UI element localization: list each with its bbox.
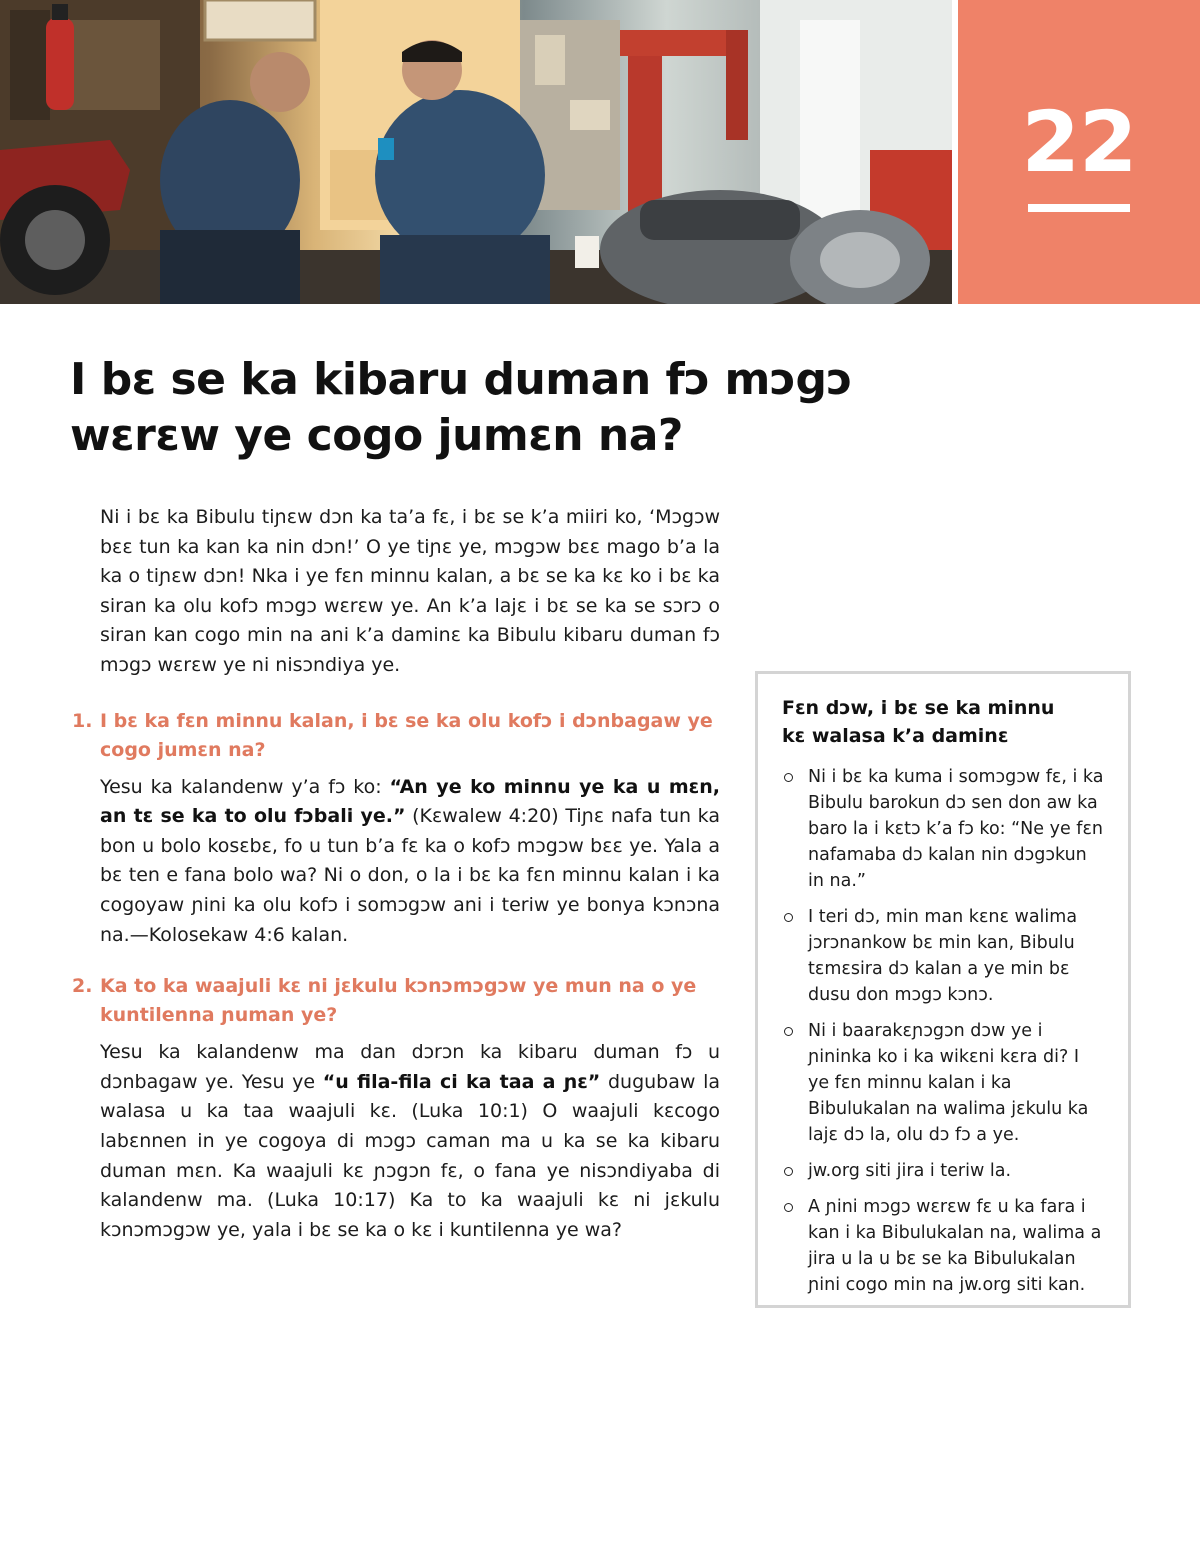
tips-box bbox=[755, 671, 1131, 1308]
tips-item-text: Ni i bɛ ka kuma i somɔgɔw fɛ, i ka Bibulu barokun dɔ sen don aw ka baro la i kɛtɔ k’a fɔ ko: “Ne ye fɛn nafamaba dɔ kalan nin dɔgɔkun in na.” bbox=[808, 767, 1104, 891]
intro-paragraph: Ni i bɛ ka Bibulu tiɲɛw dɔn ka ta’a fɛ, i bɛ se k’a miiri ko, ‘Mɔgɔw bɛɛ tun ka kan ka nin dɔn!’ O ye tiɲɛ ye, mɔgɔw bɛɛ mago b’a la ka o tiɲɛw dɔn! Nka i ye fɛn minnu kalan, a bɛ se ka kɛ ko i bɛ ka siran ka olu kofɔ mɔgɔ wɛrɛw ye. An k’a lajɛ i bɛ se ka se sɔrɔ o siran kan cogo min na ani k’a daminɛ ka Bibulu kibaru duman fɔ mɔgɔ wɛrɛw ye ni nisɔndiya ye. bbox=[100, 506, 720, 676]
circle-bullet-icon bbox=[784, 1203, 793, 1212]
garage-scene-illustration bbox=[0, 0, 952, 304]
answer-2 bbox=[100, 1038, 720, 1245]
tips-heading-line-1: Fɛn dɔw, i bɛ se ka minnu bbox=[782, 697, 1055, 719]
tips-item-text: jw.org siti jira i teriw la. bbox=[808, 1161, 1012, 1181]
chapter-underline bbox=[1028, 204, 1130, 212]
answer-1 bbox=[100, 773, 720, 951]
circle-bullet-icon bbox=[784, 773, 793, 782]
question-1-number: 1. bbox=[72, 709, 93, 732]
tips-item-text: I teri dɔ, min man kɛnɛ walima jɔrɔnankow bɛ min kan, Bibulu tɛmɛsira dɔ kalan a ye min bɛ dusu don mɔgɔ kɔnɔ. bbox=[808, 907, 1078, 1005]
tips-box-heading bbox=[782, 694, 1104, 750]
answer-1-text-a: Yesu ka kalandenw y’a fɔ ko: bbox=[100, 775, 390, 798]
tips-item-text: A ɲini mɔgɔ wɛrɛw fɛ u ka fara i kan i ka Bibulukalan na, walima a jira u la u bɛ se ka Bibulukalan ɲini cogo min na jw.org siti kan. bbox=[808, 1197, 1102, 1295]
answer-2-text-b: dugubaw la walasa u ka taa waajuli kɛ. (Luka 10:1) O waajuli kɛcogo labɛnnen in ye cogoya di mɔgɔ caman ma u ka se ka kibaru duman mɛn. Ka waajuli kɛ ɲɔgɔn fɛ, o fana ye nisɔndiyaba di kalandenw ma. (Luka 10:17) Ka to ka waajuli kɛ ni jɛkulu kɔnɔmɔgɔw ye, yala i bɛ se ka o kɛ i kuntilenna ye wa? bbox=[100, 1070, 721, 1241]
question-2 bbox=[72, 972, 720, 1030]
question-2-text: Ka to ka waajuli kɛ ni jɛkulu kɔnɔmɔgɔw ye mun na o ye kuntilenna ɲuman ye? bbox=[100, 975, 697, 1027]
circle-bullet-icon bbox=[784, 1027, 793, 1036]
tips-list-item bbox=[782, 1018, 1104, 1148]
tips-list bbox=[782, 764, 1104, 1298]
tips-list-item bbox=[782, 1194, 1104, 1298]
tips-list-item bbox=[782, 1158, 1104, 1184]
question-1 bbox=[72, 707, 720, 765]
header-photo bbox=[0, 0, 952, 304]
circle-bullet-icon bbox=[784, 1167, 793, 1176]
question-1-text: I bɛ ka fɛn minnu kalan, i bɛ se ka olu kofɔ i dɔnbagaw ye cogo jumɛn na? bbox=[100, 709, 713, 761]
tips-list-item bbox=[782, 764, 1104, 894]
answer-1-text-b: (Kɛwalew 4:20) Tiɲɛ nafa tun ka bon u bolo kosɛbɛ, fo u tun b’a fɛ ka o kofɔ mɔgɔw bɛɛ ye. Yala a bɛ ten e fana bolo wa? Ni o don, o la i bɛ ka fɛn minnu kalan i ka cogoyaw ɲini ka olu kofɔ i somɔgɔw ani i teriw ye bonya kɔnɔna na.—Kolosekaw 4:6 kalan. bbox=[100, 805, 720, 946]
question-2-number: 2. bbox=[72, 975, 93, 998]
circle-bullet-icon bbox=[784, 913, 793, 922]
chapter-badge bbox=[958, 0, 1200, 304]
title-line-2: wɛrɛw ye cogo jumɛn na? bbox=[70, 410, 683, 461]
answer-2-text-a: Yesu ka kalandenw ma dan dɔrɔn ka kibaru duman fɔ u dɔnbagaw ye. Yesu ye bbox=[100, 1041, 720, 1093]
title-line-1: I bɛ se ka kibaru duman fɔ mɔgɔ bbox=[70, 354, 853, 405]
page-title bbox=[70, 352, 930, 464]
chapter-number: 22 bbox=[1021, 93, 1137, 191]
tips-item-text: Ni i baarakɛɲɔgɔn dɔw ye i ɲininka ko i ka wikɛni kɛra di? I ye fɛn minnu kalan i ka Bibulukalan na walima jɛkulu ka lajɛ dɔ la, olu dɔ fɔ a ye. bbox=[808, 1021, 1089, 1145]
tips-heading-line-2: kɛ walasa k’a daminɛ bbox=[782, 725, 1009, 747]
answer-1-quote: “An ye ko minnu ye ka u mɛn, an tɛ se ka to olu fɔbali ye.” bbox=[100, 775, 720, 828]
answer-2-quote: “u fila-fila ci ka taa a ɲɛ” bbox=[322, 1070, 601, 1093]
tips-list-item bbox=[782, 904, 1104, 1008]
main-column bbox=[72, 503, 720, 1245]
